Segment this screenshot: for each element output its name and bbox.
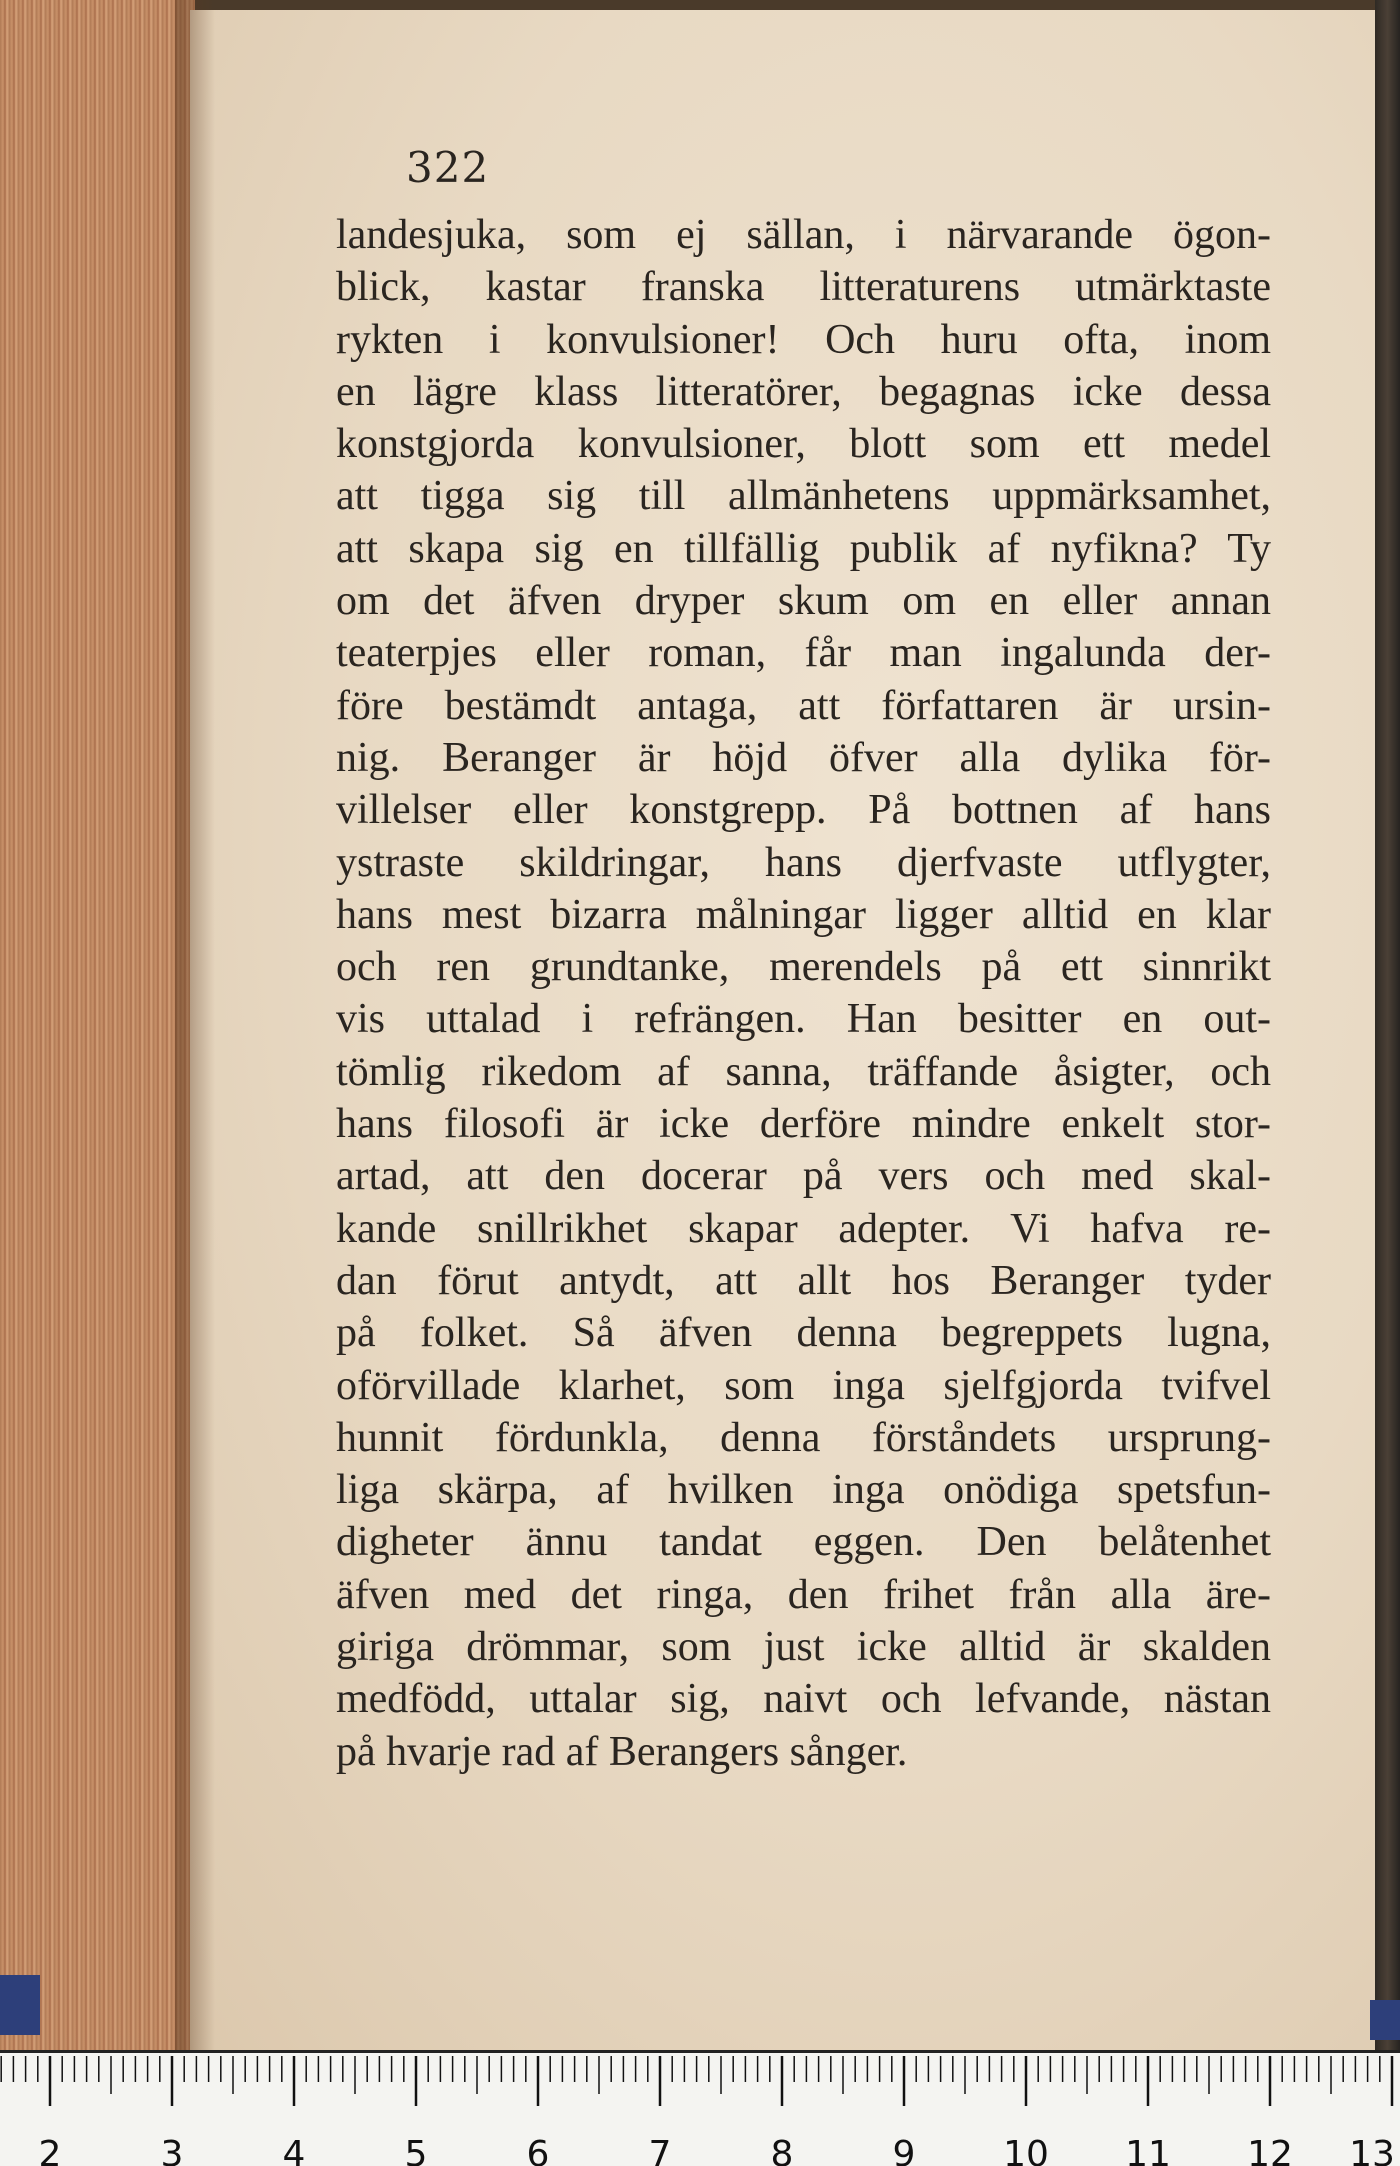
text-line: kande snillrikhet skapar adepter. Vi hafva re- bbox=[336, 1205, 1271, 1252]
text-line: på folket. Så äfven denna begreppets lugna, bbox=[336, 1310, 1271, 1357]
ruler-label: 12 bbox=[1247, 2134, 1293, 2166]
ruler-label: 10 bbox=[1003, 2134, 1049, 2166]
text-line: oförvillade klarhet, som inga sjelfgjorda tvifvel bbox=[336, 1362, 1271, 1409]
ruler-label: 2 bbox=[38, 2134, 62, 2166]
ruler-label: 13 bbox=[1349, 2134, 1395, 2166]
text-line: artad, att den docerar på vers och med skal- bbox=[336, 1153, 1271, 1200]
page-edges bbox=[0, 0, 195, 2050]
text-line: hans filosofi är icke derföre mindre enkelt stor- bbox=[336, 1101, 1271, 1148]
text-line: ystraste skildringar, hans djerfvaste utflygter, bbox=[336, 839, 1271, 886]
text-line: blick, kastar franska litteraturens utmärktaste bbox=[336, 264, 1271, 311]
text-line: nig. Beranger är höjd öfver alla dylika för- bbox=[336, 734, 1271, 781]
text-line: äfven med det ringa, den frihet från alla äre- bbox=[336, 1571, 1271, 1618]
page-number: 322 bbox=[406, 143, 490, 192]
body-text bbox=[336, 209, 1271, 1778]
right-edge bbox=[1375, 0, 1400, 2050]
text-line: att tigga sig till allmänhetens uppmärksamhet, bbox=[336, 473, 1271, 520]
text-line: tömlig rikedom af sanna, träffande åsigter, och bbox=[336, 1048, 1271, 1095]
text-line: digheter ännu tandat eggen. Den belåtenhet bbox=[336, 1519, 1271, 1566]
ruler-label: 4 bbox=[282, 2134, 306, 2166]
ruler-label: 8 bbox=[770, 2134, 794, 2166]
ruler-label: 5 bbox=[404, 2134, 428, 2166]
text-line: på hvarje rad af Berangers sånger. bbox=[336, 1728, 908, 1775]
ruler-label: 9 bbox=[892, 2134, 916, 2166]
binding-shadow bbox=[175, 0, 215, 2050]
text-line: före bestämdt antaga, att författaren är ursin- bbox=[336, 682, 1271, 729]
text-line: medfödd, uttalar sig, naivt och lefvande, nästan bbox=[336, 1676, 1271, 1723]
text-line: dan förut antydt, att allt hos Beranger tyder bbox=[336, 1257, 1271, 1304]
text-line: villelser eller konstgrepp. På bottnen af hans bbox=[336, 787, 1271, 834]
text-line: konstgjorda konvulsioner, blott som ett medel bbox=[336, 421, 1271, 468]
text-line: att skapa sig en tillfällig publik af nyfikna? Ty bbox=[336, 525, 1271, 572]
cover-corner-right bbox=[1370, 2000, 1400, 2040]
text-line: och ren grundtanke, merendels på ett sinnrikt bbox=[336, 944, 1271, 991]
text-line: hunnit fördunkla, denna förståndets ursprung- bbox=[336, 1414, 1271, 1461]
ruler-label: 3 bbox=[160, 2134, 184, 2166]
text-line: giriga drömmar, som just icke alltid är skalden bbox=[336, 1624, 1271, 1671]
ruler-label: 11 bbox=[1125, 2134, 1171, 2166]
ruler-ticks bbox=[0, 2053, 1400, 2166]
text-line: om det äfven dryper skum om en eller annan bbox=[336, 578, 1271, 625]
text-line: vis uttalad i refrängen. Han besitter en out- bbox=[336, 996, 1271, 1043]
text-line: hans mest bizarra målningar ligger alltid en klar bbox=[336, 891, 1271, 938]
cover-corner bbox=[0, 1975, 40, 2035]
text-line: landesjuka, som ej sällan, i närvarande ögon- bbox=[336, 212, 1271, 258]
text-line: en lägre klass litteratörer, begagnas icke dessa bbox=[336, 368, 1271, 415]
text-line: teaterpjes eller roman, får man ingalunda der- bbox=[336, 630, 1271, 677]
ruler-label: 6 bbox=[526, 2134, 550, 2166]
measurement-ruler bbox=[0, 2050, 1400, 2166]
text-line: liga skärpa, af hvilken inga onödiga spetsfun- bbox=[336, 1467, 1271, 1514]
ruler-label: 7 bbox=[648, 2134, 672, 2166]
text-line: rykten i konvulsioner! Och huru ofta, inom bbox=[336, 316, 1271, 363]
